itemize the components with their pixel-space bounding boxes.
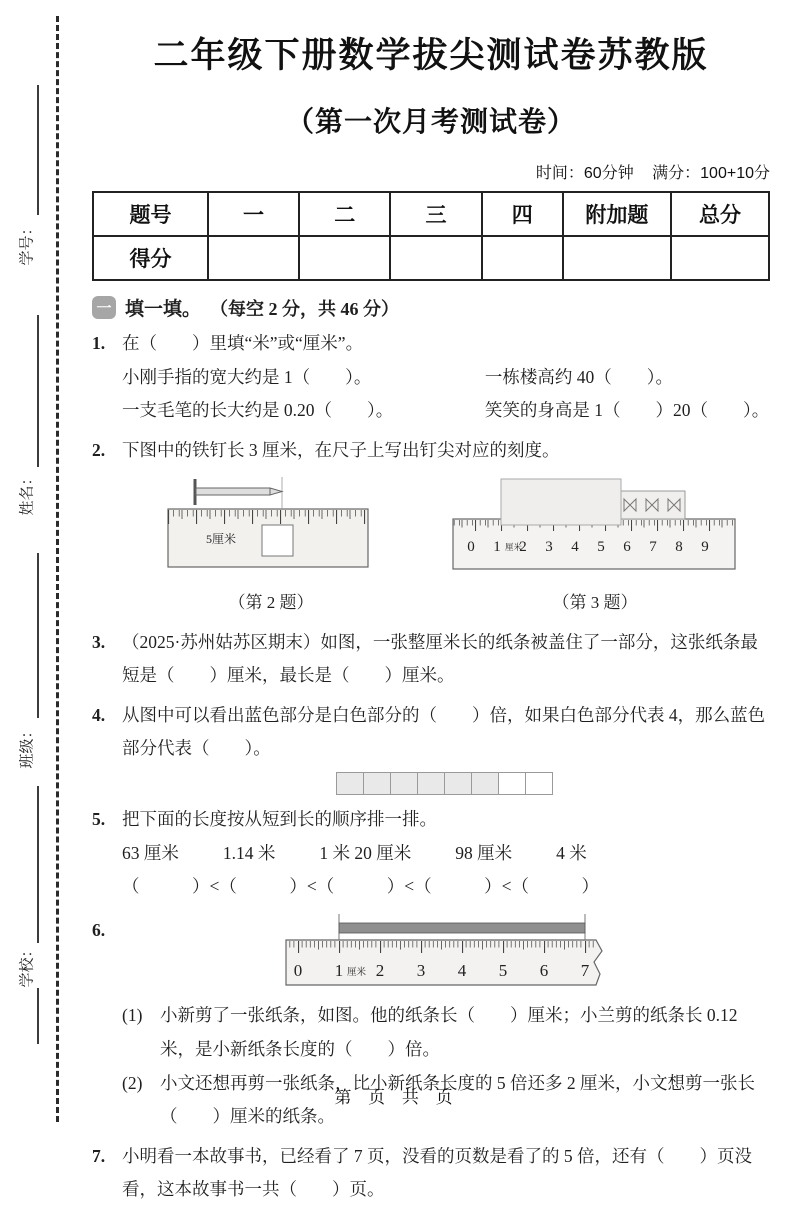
score-header-cell: 题号 xyxy=(93,192,208,236)
question-3 xyxy=(92,626,770,693)
paper-strip xyxy=(339,923,585,933)
sub-2-number: (2) xyxy=(122,1072,143,1093)
strip-ruler-figure xyxy=(122,914,770,1000)
class-blank-line xyxy=(37,553,39,718)
question-2-number: 2. xyxy=(92,439,106,460)
question-2 xyxy=(92,434,770,620)
question-4-text: 从图中可以看出蓝色部分是白色部分的（ ）倍，如果白色部分代表 4，那么蓝色部分代表（ ）。 xyxy=(122,704,766,759)
question-3-text: （2025·苏州姑苏区期末）如图，一张整厘米长的纸条被盖住了一部分，这张纸条最短是（ ）厘米，最长是（ ）厘米。 xyxy=(122,631,758,686)
cover-card xyxy=(501,479,621,525)
length-value: 98 厘米 xyxy=(455,842,513,863)
ruler-number: 5 xyxy=(597,539,605,556)
section-one-badge: 一 xyxy=(92,296,116,319)
ruler-number: 7 xyxy=(580,960,590,980)
score-header-cell: 二 xyxy=(299,192,390,236)
ruler-number: 6 xyxy=(623,539,631,556)
sub-1-text: 小新剪了一张纸条，如图。他的纸条长（ ）厘米；小兰剪的纸条长 0.12 米，是小新纸条长度的（ ）倍。 xyxy=(160,1005,738,1059)
page-subtitle: （第一次月考测试卷） xyxy=(285,106,576,137)
nail-ruler-image xyxy=(162,471,380,573)
ruler-number: 9 xyxy=(701,539,709,556)
sub-2-text: 小文还想再剪一张纸条，比小新纸条长度的 5 倍还多 2 厘米，小文想剪一张长（ ）厘米的纸条。 xyxy=(160,1072,755,1127)
section-one-note: （每空 2 分，共 46 分） xyxy=(210,298,400,319)
page-title: 二年级下册数学拔尖测试卷苏教版 xyxy=(153,36,709,75)
ruler-number: 5 xyxy=(498,960,508,980)
section-one-header xyxy=(92,294,770,321)
ruler-number: 6 xyxy=(539,960,549,980)
strip-cell xyxy=(390,772,418,795)
score-cell xyxy=(563,236,671,280)
question-4 xyxy=(92,699,770,797)
score-header-cell: 附加题 xyxy=(563,192,671,236)
ruler-number: 0 xyxy=(467,539,475,556)
strip-ruler-image xyxy=(280,914,612,988)
ruler-number: 1 xyxy=(493,539,501,556)
score-header-cell: 四 xyxy=(482,192,563,236)
covered-ruler-image xyxy=(449,471,741,573)
ruler-number: 1 xyxy=(334,960,344,980)
score-table-score-row xyxy=(93,236,769,280)
score-cell xyxy=(482,236,563,280)
ruler-unit-label: 厘米 xyxy=(347,967,367,978)
question-6-number: 6. xyxy=(92,919,106,940)
ruler-number: 8 xyxy=(675,539,683,556)
strip-cell xyxy=(471,772,499,795)
nail-ruler-figure xyxy=(122,471,420,619)
length-value: 1 米 20 厘米 xyxy=(319,842,412,863)
exam-full-score: 满分：100+10分 xyxy=(652,165,770,182)
student-id-blank-line xyxy=(37,85,39,215)
score-table xyxy=(92,191,770,281)
score-header-cell: 总分 xyxy=(671,192,769,236)
score-table-header-row xyxy=(93,192,769,236)
length-value: 4 米 xyxy=(556,842,587,863)
score-header-cell: 一 xyxy=(208,192,299,236)
strip-cell xyxy=(444,772,472,795)
seal-dashed-line xyxy=(56,16,59,1122)
question-7-number: 7. xyxy=(92,1145,106,1166)
question-1-head: 在（ ）里填“米”或“厘米”。 xyxy=(122,333,364,353)
ruler-5cm-label: 5厘米 xyxy=(206,532,237,547)
class-label: 班级： xyxy=(18,723,36,769)
question-3-number: 3. xyxy=(92,631,106,652)
strip-cell xyxy=(363,772,391,795)
ruler-number: 2 xyxy=(375,960,385,980)
question-2-head: 下图中的铁钉长 3 厘米，在尺子上写出钉尖对应的刻度。 xyxy=(122,439,560,460)
ruler-number: 7 xyxy=(649,539,657,556)
length-value: 1.14 米 xyxy=(222,842,276,863)
question-5-head: 把下面的长度按从短到长的顺序排一排。 xyxy=(122,808,437,829)
name-blank-line xyxy=(37,315,39,467)
figure-2-caption: （第 2 题） xyxy=(228,592,314,612)
question-1-item-b1: 一支毛笔的长大约是 0.20（ ）。 xyxy=(122,400,394,421)
question-7-text: 小明看一本故事书，已经看了 7 页，没看的页数是看了的 5 倍，还有（ ）页没看，这本故事书一共（ ）页。 xyxy=(122,1145,752,1200)
exam-meta xyxy=(92,160,770,183)
ruler-number: 4 xyxy=(457,960,467,980)
school-label: 学校： xyxy=(18,942,36,988)
ruler-number: 0 xyxy=(293,960,303,980)
answer-box xyxy=(262,525,293,556)
question-1 xyxy=(92,327,770,428)
question-4-number: 4. xyxy=(92,704,106,725)
ruler-unit-label: 厘米 xyxy=(505,542,523,553)
strip-cell xyxy=(525,772,553,795)
nail-icon xyxy=(195,479,282,505)
score-row-label: 得分 xyxy=(93,236,208,280)
exam-time: 时间：60分钟 xyxy=(535,165,634,182)
strip-cell xyxy=(336,772,364,795)
student-id-label: 学号： xyxy=(18,220,36,266)
figure-3-caption: （第 3 题） xyxy=(552,592,638,612)
section-one-title: 填一填。 xyxy=(125,299,202,320)
strip-cell xyxy=(498,772,526,795)
footer-page-label: 第 页 共 页 xyxy=(334,1088,459,1107)
ruler-number: 2 xyxy=(519,539,527,556)
question-1-item-b2: 笑笑的身高是 1（ ）20（ ）。 xyxy=(484,400,770,421)
question-6-sub-1 xyxy=(122,999,770,1066)
name-label: 姓名： xyxy=(18,470,36,516)
question-7 xyxy=(92,1140,770,1207)
school-blank-line-2 xyxy=(37,988,39,1044)
school-blank-line xyxy=(37,786,39,943)
score-cell xyxy=(208,236,299,280)
ruler-number: 3 xyxy=(416,960,426,980)
length-value: 63 厘米 xyxy=(122,842,179,863)
ruler-number: 3 xyxy=(545,539,553,556)
covered-ruler-figure xyxy=(420,471,770,619)
score-header-cell: 三 xyxy=(390,192,481,236)
question-1-item-a2: 一栋楼高约 40（ ）。 xyxy=(484,366,673,387)
question-5 xyxy=(92,803,770,904)
question-1-number: 1. xyxy=(92,333,106,353)
score-cell xyxy=(299,236,390,280)
score-cell xyxy=(390,236,481,280)
question-5-values xyxy=(122,837,770,871)
score-cell xyxy=(671,236,769,280)
paper-body xyxy=(92,0,770,1207)
strip-cell xyxy=(417,772,445,795)
question-5-number: 5. xyxy=(92,808,106,829)
question-5-answer-blanks: （ ）<（ ）<（ ）<（ ）<（ ） xyxy=(122,876,599,897)
blue-white-strip xyxy=(337,772,555,795)
question-1-item-a1: 小刚手指的宽大约是 1（ ）。 xyxy=(122,366,372,387)
ruler-number: 4 xyxy=(571,539,579,556)
sub-1-number: (1) xyxy=(122,1005,143,1026)
